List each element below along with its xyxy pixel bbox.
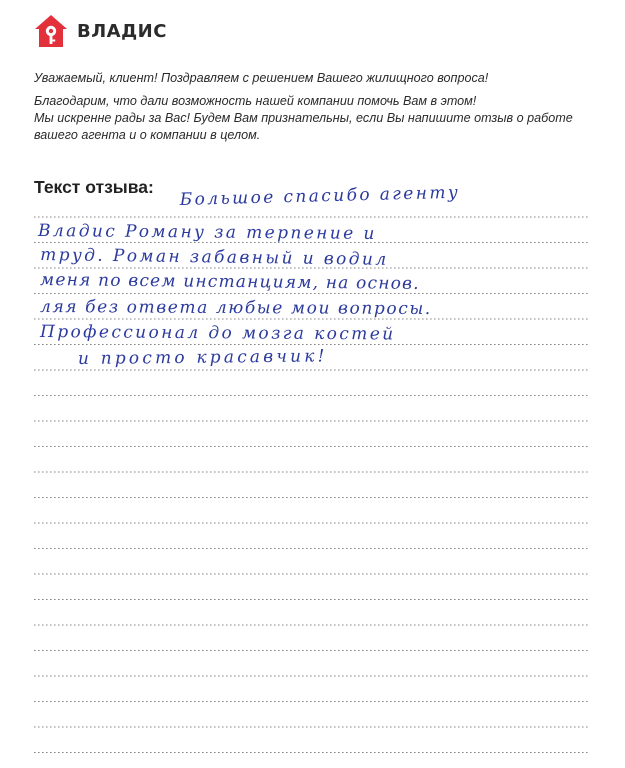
brand-name: ВЛАДИС xyxy=(77,20,167,42)
handwritten-line: и просто красавчик! xyxy=(77,346,328,369)
review-label: Текст отзыва: xyxy=(34,177,154,197)
greeting-text: Уважаемый, клиент! Поздравляем с решением Вашего жилищного вопроса! xyxy=(34,71,489,85)
handwritten-line: меня по всем инстанциям, на основ. xyxy=(40,270,420,294)
handwritten-line: Профессионал до мозга костей xyxy=(40,322,396,345)
handwritten-line: труд. Роман забавный и водил xyxy=(40,245,389,270)
handwritten-line: Владис Роману за терпение и xyxy=(38,221,377,244)
thanks-line: Мы искренне рады за Вас! Будем Вам признательны, если Вы напишите отзыв о работе xyxy=(34,111,573,125)
handwritten-line: Большое спасибо агенту xyxy=(179,182,461,210)
thanks-line: вашего агента и о компании в целом. xyxy=(34,128,261,142)
handwritten-line: ляя без ответа любые мои вопросы. xyxy=(40,297,432,320)
thanks-line: Благодарим, что дали возможность нашей компании помочь Вам в этом! xyxy=(34,94,477,108)
